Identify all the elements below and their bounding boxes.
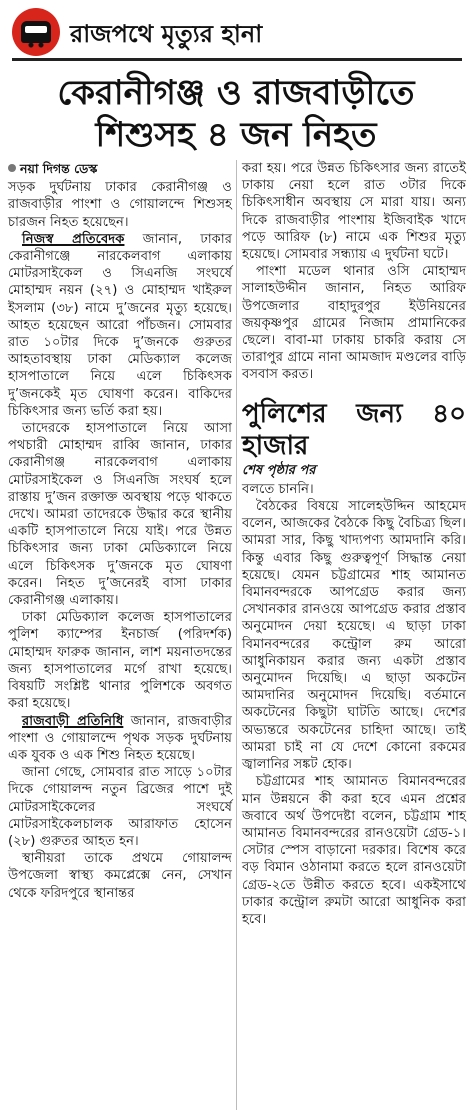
paragraph: করা হয়। পরে উন্নত চিকিৎসার জন্য রাতেই ঢাকায় নেয়া হলে রাত ৩টার দিকে চিকিৎসাধীন অবস্থায় সে মারা যায়। অন্য দিকে রাজবাড়ীর পাংশায় ইজিবাইক খাদে পড়ে আরিফ (৮) নামে এক শিশুর মৃত্যু হয়েছে। সোমবার সন্ধ্যায় এ দুর্ঘটনা ঘটে। [242, 161, 466, 263]
article-column-left [8, 160, 232, 902]
paragraph: বৈঠকের বিষয়ে সালেহউদ্দিন আহমেদ বলেন, আজকের বৈঠকে কিছু বৈচিত্র্য ছিল। আমরা সার, কিছু খাদ্যপণ্য আমদানি করি। কিন্তু এবার কিছু গুরুত্বপূর্ণ সিদ্ধান্ত নেয়া হয়েছে। যেমন চট্টগ্রামের শাহ আমানত বিমানবন্দরকে আপগ্রেড করার জন্য সেখানকার রানওয়ে আপগ্রেড করার প্রস্তাব অনুমোদন দেয়া হয়েছে। এ ছাড়া ঢাকা বিমানবন্দরের কন্ট্রোল রুম আরো আধুনিকায়ন করার জন্য একটা প্রস্তাব অনুমোদন দিয়েছি। এ ছাড়া অকটেন আমদানির অনুমোদন দিয়েছি। বর্তমানে অকটেনের কিছুটা ঘাটতি আছে। দেশের অভ্যন্তরে অকটেনের চাহিদা আছে। তাই আমরা চাই না যে দেশে কোনো রকমের জ্বালানির সঙ্কট হোক। [242, 499, 466, 773]
headline-line-2: শিশুসহ ৪ জন নিহত [95, 115, 377, 155]
bullet-icon [8, 164, 16, 172]
headline-line-1: কেরানীগঞ্জ ও রাজবাড়ীতে [57, 73, 415, 113]
paragraph: নিজস্ব প্রতিবেদক জানান, ঢাকার কেরানীগঞ্জে নারকেলবাগ এলাকায় মোটরসাইকেল ও সিএনজি সংঘর্ষে মোহাম্মদ নয়ন (২৭) ও মোহাম্মদ খাইরুল ইসলাম (৩৮) নামে দু’জনের মৃত্যু হয়েছে। আহত হয়েছেন আরো পাঁচজন। সোমবার রাত ১০টার দিকে দু’জনকে গুরুতর আহতাবস্থায় ঢাকা মেডিক্যাল কলেজ হাসপাতালে নিয়ে এলে চিকিৎসক দু’জনকেই মৃত ঘোষণা করেন। বাকিদের চিকিৎসার জন্য ভর্তি করা হয়। [8, 231, 232, 419]
paragraph: পাংশা মডেল থানার ওসি মোহাম্মদ সালাহউদ্দীন জানান, নিহত আরিফ উপজেলার বাহাদুরপুর ইউনিয়নের জয়কৃষ্ণপুর গ্রামের নিজাম প্রামানিকের ছেলে। বাবা-মা ঢাকায় চাকরি করায় সে তারাপুর গ্রামে নানা আমজাদ মণ্ডলের বাড়ি বসবাস করত। [242, 264, 466, 383]
article-headline [10, 72, 462, 156]
paragraph: জানা গেছে, সোমবার রাত সাড়ে ১০টার দিকে গোয়ালন্দ নতুন ব্রিজের পাশে দুই মোটরসাইকেলের সংঘর্ষে মোটরসাইকেলচালক আরাফাত হোসেন (২৮) গুরুতর আহত হন। [8, 765, 232, 849]
continuation-label: শেষ পৃষ্ঠার পর [242, 462, 316, 478]
paragraph: চট্টগ্রামের শাহ আমানত বিমানবন্দরের মান উন্নয়নে কী করা হবে এমন প্রশ্নের জবাবে অর্থ উপদেষ্টা বলেন, চট্টগ্রাম শাহ আমানত বিমানবন্দরের রানওয়েটা গ্রেড-১। সেটার স্পেস বাড়ানো দরকার। বিশেষ করে বড় বিমান ওঠানামা করতে হলে রানওয়েটা গ্রেড-২তে উন্নীত করতে হবে। একইসাথে ঢাকার কন্ট্রোল রুমটা আরো আধুনিক করা হবে। [242, 774, 466, 927]
section-title: রাজপথে মৃত্যুর হানা [70, 19, 263, 48]
paragraph: স্থানীয়রা তাকে প্রথমে গোয়ালন্দ উপজেলা স্বাস্থ্য কমপ্লেক্সে নেন, সেখান থেকে ফরিদপুরে স্থানান্তর [8, 851, 232, 901]
byline-rajbari-correspondent: রাজবাড়ী প্রতিনিধি [22, 713, 124, 729]
column-divider [236, 160, 237, 1110]
paragraph: বলতে চাননি। [242, 481, 314, 497]
paragraph: তাদেরকে হাসপাতালে নিয়ে আসা পথচারী মোহাম্মদ রাব্বি জানান, ঢাকার কেরানীগঞ্জ নারকেলবাগ এলাকায় মোটরসাইকেল ও সিএনজি সংঘর্ষ হলে রাস্তায় দু’জন রক্তাক্ত অবস্থায় পড়ে থাকতে দেখে। আমরা তাদেরকে উদ্ধার করে স্থানীয় একটি হাসপাতালে নিয়ে যাই। পরে উন্নত চিকিৎসার জন্য ঢাকা মেডিক্যালে নিয়ে এলে চিকিৎসক দু’জনকে মৃত ঘোষণা করেন। নিহত দু’জনেরই বাসা ঢাকার কেরানীগঞ্জ এলাকায়। [8, 421, 232, 609]
lead-paragraph: সড়ক দুর্ঘটনায় ঢাকার কেরানীগঞ্জ ও রাজবাড়ীর পাংশা ও গোয়ালন্দে শিশুসহ চারজন নিহত হয়েছেন। [8, 180, 232, 230]
byline-own-reporter: নিজস্ব প্রতিবেদক [22, 231, 125, 247]
paragraph: ঢাকা মেডিক্যাল কলেজ হাসপাতালের পুলিশ ক্যাম্পের ইনচার্জ (পরিদর্শক) মোহাম্মদ ফারুক জানান, লাশ ময়নাতদন্তের জন্য হাসপাতালের মর্গে রাখা হয়েছে। বিষয়টি সংশ্লিষ্ট থানার পুলিশকে অবগত করা হয়েছে। [8, 610, 232, 712]
article-column-right [242, 160, 466, 928]
second-article-headline: পুলিশের জন্য ৪০ হাজার [242, 398, 466, 461]
paragraph: রাজবাড়ী প্রতিনিধি জানান, রাজবাড়ীর পাংশা ও গোয়ালন্দে পৃথক সড়ক দুর্ঘটনায় এক যুবক ও এক শিশু নিহত হয়েছে। [8, 713, 232, 763]
section-header [12, 8, 462, 61]
desk-credit: নয়া দিগন্ত ডেস্ক [8, 160, 232, 177]
accident-logo-icon [12, 8, 60, 56]
